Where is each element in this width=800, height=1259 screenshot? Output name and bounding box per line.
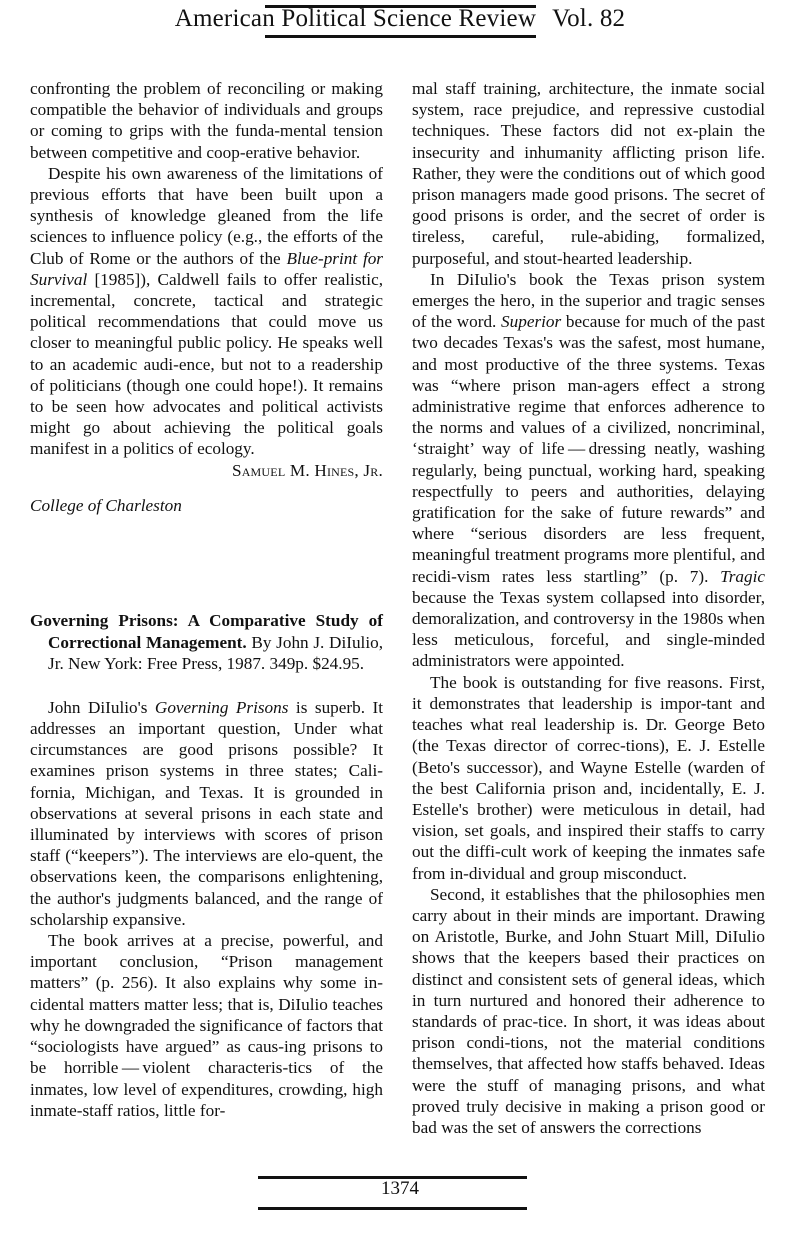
footer-rule-bottom — [258, 1207, 527, 1210]
reviewer-affiliation: College of Charleston — [30, 495, 182, 515]
section-spacer — [30, 516, 383, 610]
text-segment: John DiIulio's — [48, 697, 155, 717]
italic-book-title-blueprint: Blue-print for Survival — [30, 248, 383, 289]
paragraph-texas-hero — [412, 269, 765, 672]
right-column — [412, 78, 765, 1163]
book-imprint: By John J. DiIulio, Jr. New York: Free Press, 1987. 349p. $24.95. — [48, 632, 383, 674]
left-column — [30, 78, 383, 1163]
journal-title: American Political Science Review — [174, 5, 537, 32]
paragraph-caldwell-critique — [30, 163, 383, 460]
italic-word-tragic: Tragic — [720, 566, 765, 586]
paragraph-reason-second: Second, it establishes that the philosophies men carry about in their minds are important. Drawing on Aristotle, Burke, and John Stuart Mill, DiIulio shows that the keepers based their practices on distinct and consistent sets of general ideas, which in turn nurtured and honored their adherence to standards of prac-tice. In short, it was ideas about prison condi-tions, not the material conditions themselves, that affected how staffs behaved. Ideas were the stuff of managing prisons, and what proved truly decisive in making a prison good or bad was the set of answers the corrections — [412, 884, 765, 1137]
book-title: Governing Prisons: A Comparative Study of Correctional Management. — [30, 611, 383, 652]
header-rule-bottom — [265, 35, 536, 38]
italic-book-title-governing-prisons: Governing Prisons — [154, 697, 289, 717]
paragraph-diiulio-intro — [30, 697, 383, 930]
book-citation-heading — [30, 610, 383, 675]
volume-label: Vol. 82 — [552, 5, 626, 32]
page-footer — [0, 1176, 800, 1226]
article-columns — [30, 78, 770, 1163]
paragraph-book-conclusion: The book arrives at a precise, powerful, and important conclusion, “Prison management matters” (p. 256). It also explains why some in-cidental matters matter less; that is, DiIulio teaches why he downgraded the significance of factors that “sociologists have argued” as caus-ing prisons to be horrible — violent characteris-tics of the inmates, low level of expenditures, crowding, high inmate-staff ratios, little for- — [30, 931, 383, 1120]
header-text-line — [0, 5, 800, 33]
paragraph-continued-from-previous-page: confronting the problem of reconciling or making compatible the behavior of individuals and groups or coming to grips with the funda-mental tension between competitive and coop-erative behavior. — [30, 79, 383, 162]
heading-spacer — [30, 675, 383, 697]
paragraph-staff-training: mal staff training, architecture, the inmate social system, race prejudice, and repressive custodial techniques. These factors did not ex-plain the insecurity and inhumanity afflicting prison life. Rather, they were the conditions out of which good prison managers made good prisons. The secret of good prisons is order, and the secret of order is tireless, careful, rule-abiding, formalized, purposeful, and stout-hearted leadership. — [412, 79, 765, 268]
text-segment: [1985]), Caldwell fails to offer realistic, incremental, concrete, tactical and strategic political recommendations that could move us closer to meaningful public policy. He speaks well to an academic audi-ence, but not to a readership of politicians (though one could hope!). It remains to be seen how advocates and political activists might go about achieving the political goals manifest in a politics of ecology. — [30, 269, 383, 459]
reviewer-signature: Samuel M. Hines, Jr. — [231, 460, 383, 480]
running-head — [0, 0, 800, 52]
text-segment: because for much of the past two decades Texas's was the safest, most humane, and most productive of the three systems. Texas was “where prison man-agers effect a strong administrative regime that enforces adherence to the norms and values of a civilized, noncriminal, ‘straight’ way of life — dressing neatly, washing regularly, being punctual, working hard, speaking respectfully to peers and authorities, delaying gratification for the sake of future rewards” and where “serious disorders are less frequent, meaningful treatment programs more plentiful, and recidi-vism rates less startling” (p. 7). — [412, 312, 765, 586]
text-segment: because the Texas system collapsed into disorder, demoralization, and controversy in the 1980s when less meticulous, forceful, and single-minded administrators were appointed. — [412, 587, 765, 671]
text-segment: In DiIulio's book the Texas prison system emerges the hero, in the superior and tragic senses of the word. — [412, 269, 765, 332]
paragraph-reason-first: The book is outstanding for five reasons. First, it demonstrates that leadership is impor-tant and teaches what real leadership is. Dr. George Beto (the Texas director of correc-tions), E. J. Estelle (Beto's successor), and Wayne Estelle (warden of the best California prison and, incidentally, E. J. Estelle's brother) were meticulous in detail, had vision, set goals, and inspired their staffs to carry out the diffi-cult work of keeping the inmates safe from in-dividual and group misconduct. — [412, 672, 765, 883]
italic-word-superior: Superior — [501, 312, 562, 332]
text-segment: is superb. It addresses an important question, Under what circumstances are good prisons possible? It examines prison systems in three states; Cali-fornia, Michigan, and Texas. It is grounded in observations at several prisons in each state and illuminated by interviews with scores of prison staff (“keepers”). The interviews are elo-quent, the observations keen, the comparisons enlightening, the author's judgments balanced, and the range of scholarship expansive. — [30, 697, 383, 929]
text-segment: Despite his own awareness of the limitations of previous efforts that have been built upon a synthesis of knowledge gleaned from the life sciences to influence policy (e.g., the efforts of the Club of Rome or the authors of the — [30, 163, 383, 268]
page-number: 1374 — [381, 1178, 419, 1199]
